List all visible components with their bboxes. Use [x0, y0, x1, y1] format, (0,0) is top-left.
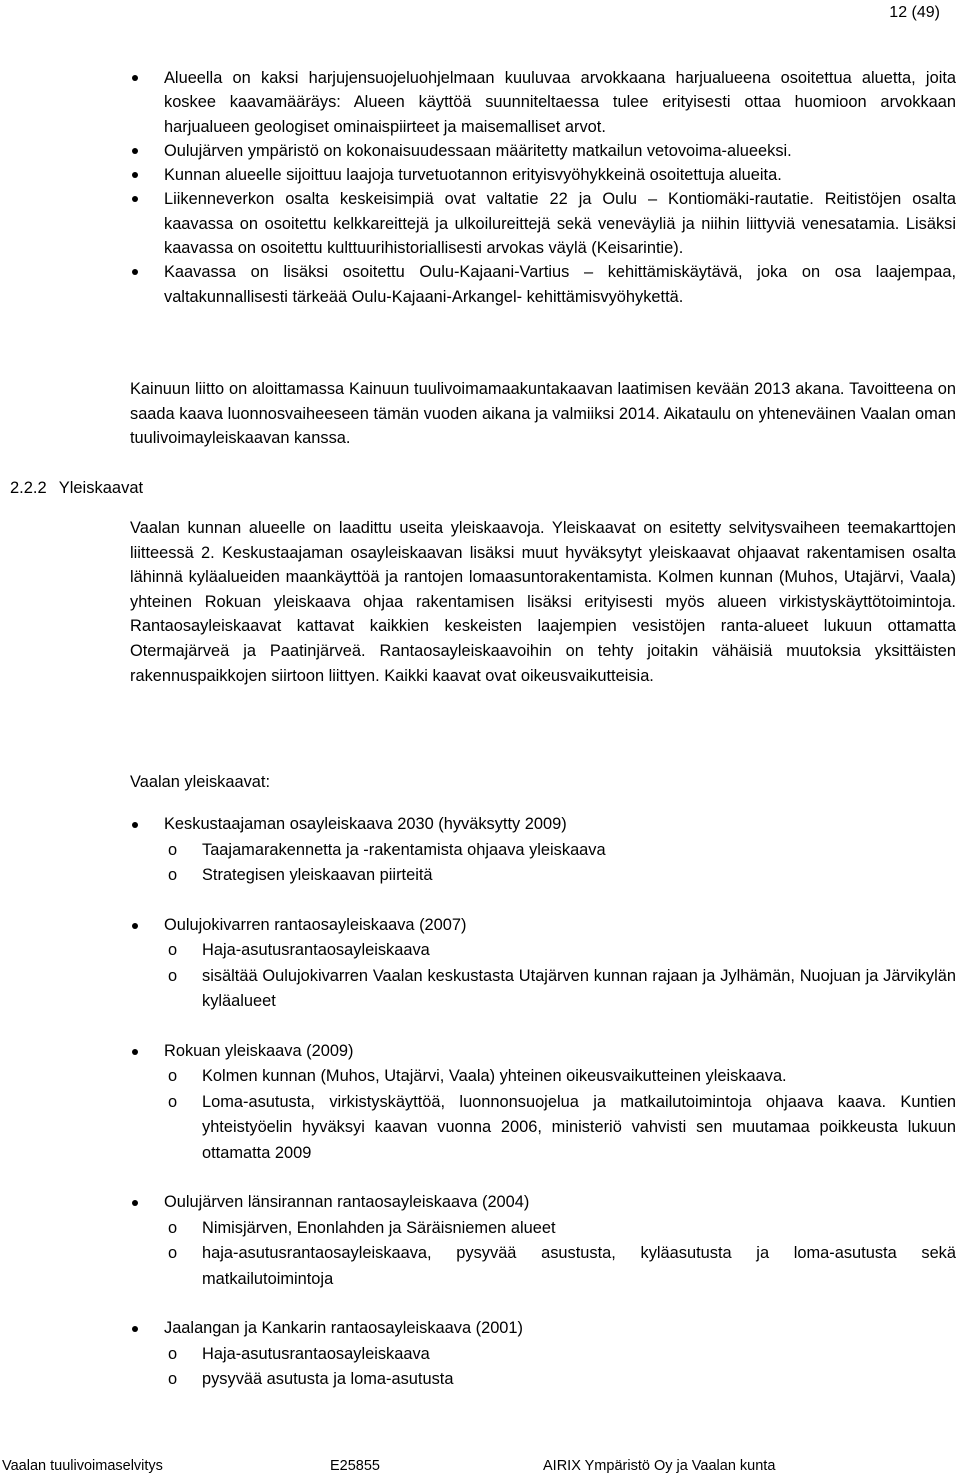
plan-detail: o Kolmen kunnan (Muhos, Utajärvi, Vaala) yhteinen oikeusvaikutteinen yleiskaava. [164, 1064, 956, 1090]
footer-document-title: Vaalan tuulivoimaselvitys [2, 1458, 163, 1474]
plan-detail: o pysyvää asutusta ja loma-asutusta [164, 1367, 956, 1393]
plan-title: Rokuan yleiskaava (2009) [164, 1041, 354, 1060]
plan-detail: o haja-asutusrantaosayleiskaava, pysyvää asustusta, kyläasutusta ja loma-asutusta sekä matkailutoimintoja [164, 1241, 956, 1292]
intro-bullet-list [130, 66, 956, 309]
page-number: 12 (49) [889, 4, 940, 21]
list-item: Alueella on kaksi harjujensuojeluohjelmaan kuuluvaa arvokkaana harjualueena osoitettua aluetta, joita koskee kaavamääräys: Alueen käyttöä suunniteltaessa tulee erityisesti ottaa huomioon arvokkaan harjualueen geologiset ominaispiirteet ja maisemalliset arvot. [130, 66, 956, 139]
section-heading [10, 479, 143, 498]
paragraph: Vaalan kunnan alueelle on laadittu useita yleiskaavoja. Yleiskaavat on esitetty selvitysvaiheen teemakarttojen liitteessä 2. Keskustaajaman osayleiskaavan lisäksi muut hyväksytyt yleiskaavat ohjaavat rakentamisen osalta lähinnä kyläalueiden maankäyttöä ja rantojen lomaasuntorakentamista. Kolmen kunnan (Muhos, Utajärvi, Vaala) yhteinen Rokuan yleiskaava ohjaa rakentamisen lisäksi erityisesti myös alueen virkistyskäyttötoimintoja. Rantaosayleiskaavat kattavat kaikkien keskeisten laajempien vesistöjen ranta-alueet lukuun ottamatta Otermajärveä ja Paatinjärveä. Rantaosayleiskaavoihin on tehty joitakin vähäisiä muutoksia yksittäisten rakennuspaikkojen siirtoon liittyen. Kaikki kaavat ovat oikeusvaikutteisia. [130, 519, 956, 685]
plan-item [130, 812, 956, 889]
plan-detail: o Nimisjärven, Enonlahden ja Säräisniemen alueet [164, 1216, 956, 1242]
plan-item [130, 1316, 956, 1393]
plan-detail: o Taajamarakennetta ja -rakentamista ohjaava yleiskaava [164, 838, 956, 864]
plan-detail: o Haja-asutusrantaosayleiskaava [164, 938, 956, 964]
plan-item [130, 913, 956, 1015]
plan-title: Oulujärven länsirannan rantaosayleiskaava (2004) [164, 1193, 530, 1211]
list-item: Liikenneverkon osalta keskeisimpiä ovat valtatie 22 ja Oulu – Kontiomäki-rautatie. Reitistöjen osalta kaavassa on osoitettu kelkkareittejä ja ulkoilureittejä sekä veneväyliä ja niihin liittyviä venesatamia. Lisäksi kaavassa on osoitettu kulttuurihistoriallisesti arvokas väylä (Keisarintie). [130, 187, 956, 260]
plan-title: Keskustaajaman osayleiskaava 2030 (hyväksytty 2009) [164, 815, 567, 833]
list-item: Oulujärven ympäristö on kokonaisuudessaan määritetty matkailun vetovoima-alueeksi. [130, 139, 956, 163]
plan-title: Oulujokivarren rantaosayleiskaava (2007) [164, 915, 467, 934]
list-title: Vaalan yleiskaavat: [130, 773, 271, 791]
plan-item [130, 1039, 956, 1167]
footer-project-code: E25855 [330, 1458, 380, 1474]
plan-detail: o Haja-asutusrantaosayleiskaava [164, 1342, 956, 1368]
plan-detail: o Strategisen yleiskaavan piirteitä [164, 863, 956, 889]
list-item: Kaavassa on lisäksi osoitettu Oulu-Kajaani-Vartius – kehittämiskäytävä, joka on osa laajempaa, valtakunnallisesti tärkeää Oulu-Kajaani-Arkangel- kehittämisvyöhykettä. [130, 260, 956, 309]
plan-item [130, 1190, 956, 1292]
paragraph: Kainuun liitto on aloittamassa Kainuun tuulivoimamaakuntakaavan laatimisen kevään 2013 akana. Tavoitteena on saada kaava luonnosvaiheeseen tämän vuoden aikana ja valmiiksi 2014. Aikataulu on yhteneväinen Vaalan oman tuulivoimayleiskaavan kanssa. [130, 380, 956, 448]
footer-company: AIRIX Ympäristö Oy ja Vaalan kunta [543, 1458, 776, 1474]
plan-detail: o Loma-asutusta, virkistyskäyttöä, luonnonsuojelua ja matkailutoimintoja ohjaava kaava. Kuntien yhteistyöelin hyväksyi kaavan vuonna 2006, ministeriö vahvisti sen muutamaa poikkeusta lukuun ottamatta 2009 [164, 1090, 956, 1167]
plan-list [130, 812, 956, 1417]
list-item: Kunnan alueelle sijoittuu laajoja turvetuotannon erityisvyöhykkeinä osoitettuja alueita. [130, 163, 956, 187]
plan-title: Jaalangan ja Kankarin rantaosayleiskaava (2001) [164, 1319, 524, 1337]
plan-detail: o sisältää Oulujokivarren Vaalan keskustasta Utajärven kunnan rajaan ja Jylhämän, Nuojuan ja Järvikylän kyläalueet [164, 964, 956, 1015]
section-title: Yleiskaavat [58, 479, 144, 497]
page-footer [0, 1458, 960, 1477]
section-number: 2.2.2 [10, 479, 47, 497]
